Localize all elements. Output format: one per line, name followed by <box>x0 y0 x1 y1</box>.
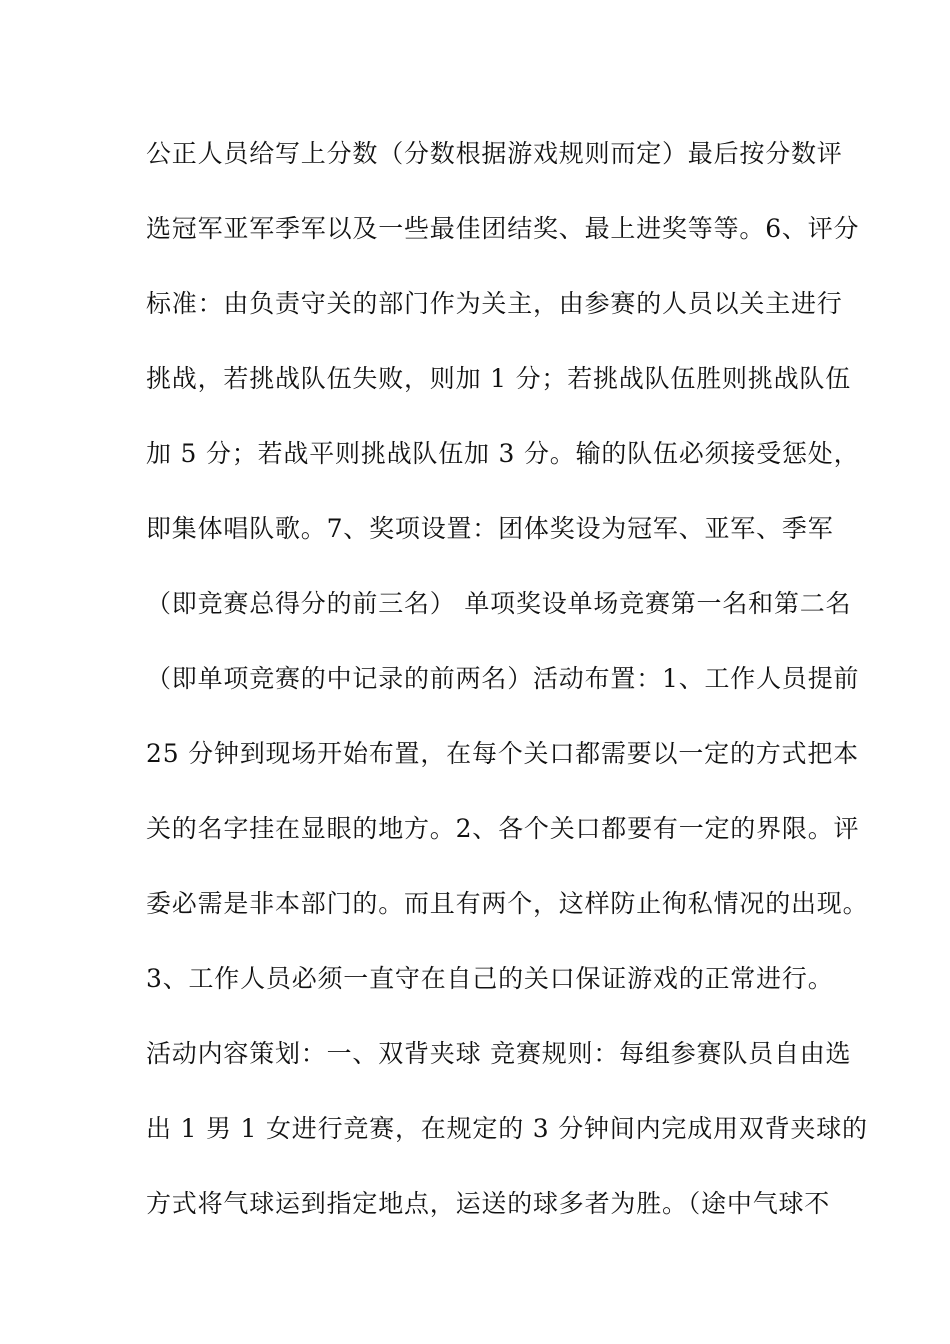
text-line: 挑战，若挑战队伍失败，则加 1 分；若挑战队伍胜则挑战队伍 <box>146 364 852 393</box>
text-line: 加 5 分；若战平则挑战队伍加 3 分。输的队伍必须接受惩处， <box>146 439 860 468</box>
text-line: （即单项竞赛的中记录的前两名）活动布置：1、工作人员提前 <box>146 664 860 693</box>
body-text <box>146 128 869 1253</box>
text-line: （即竞赛总得分的前三名） 单项奖设单场竞赛第一名和第二名 <box>146 589 852 618</box>
text-line: 公正人员给写上分数（分数根据游戏规则而定）最后按分数评 <box>146 139 843 168</box>
text-line: 标准：由负责守关的部门作为关主，由参赛的人员以关主进行 <box>146 289 843 318</box>
text-line: 委必需是非本部门的。而且有两个，这样防止徇私情况的出现。 <box>146 889 869 918</box>
text-line: 出 1 男 1 女进行竞赛，在规定的 3 分钟间内完成用双背夹球的 <box>146 1114 868 1143</box>
text-line: 方式将气球运到指定地点，运送的球多者为胜。（途中气球不 <box>146 1189 831 1218</box>
text-line: 25 分钟到现场开始布置，在每个关口都需要以一定的方式把本 <box>146 739 859 768</box>
text-line: 活动内容策划：一、双背夹球 竞赛规则：每组参赛队员自由选 <box>146 1039 852 1068</box>
text-line: 选冠军亚军季军以及一些最佳团结奖、最上进奖等等。6、评分 <box>146 214 860 243</box>
text-line: 关的名字挂在显眼的地方。2、各个关口都要有一定的界限。评 <box>146 814 860 843</box>
text-line: 3、工作人员必须一直守在自己的关口保证游戏的正常进行。 <box>146 964 834 993</box>
text-line: 即集体唱队歌。7、奖项设置：团体奖设为冠军、亚军、季军 <box>146 514 834 543</box>
